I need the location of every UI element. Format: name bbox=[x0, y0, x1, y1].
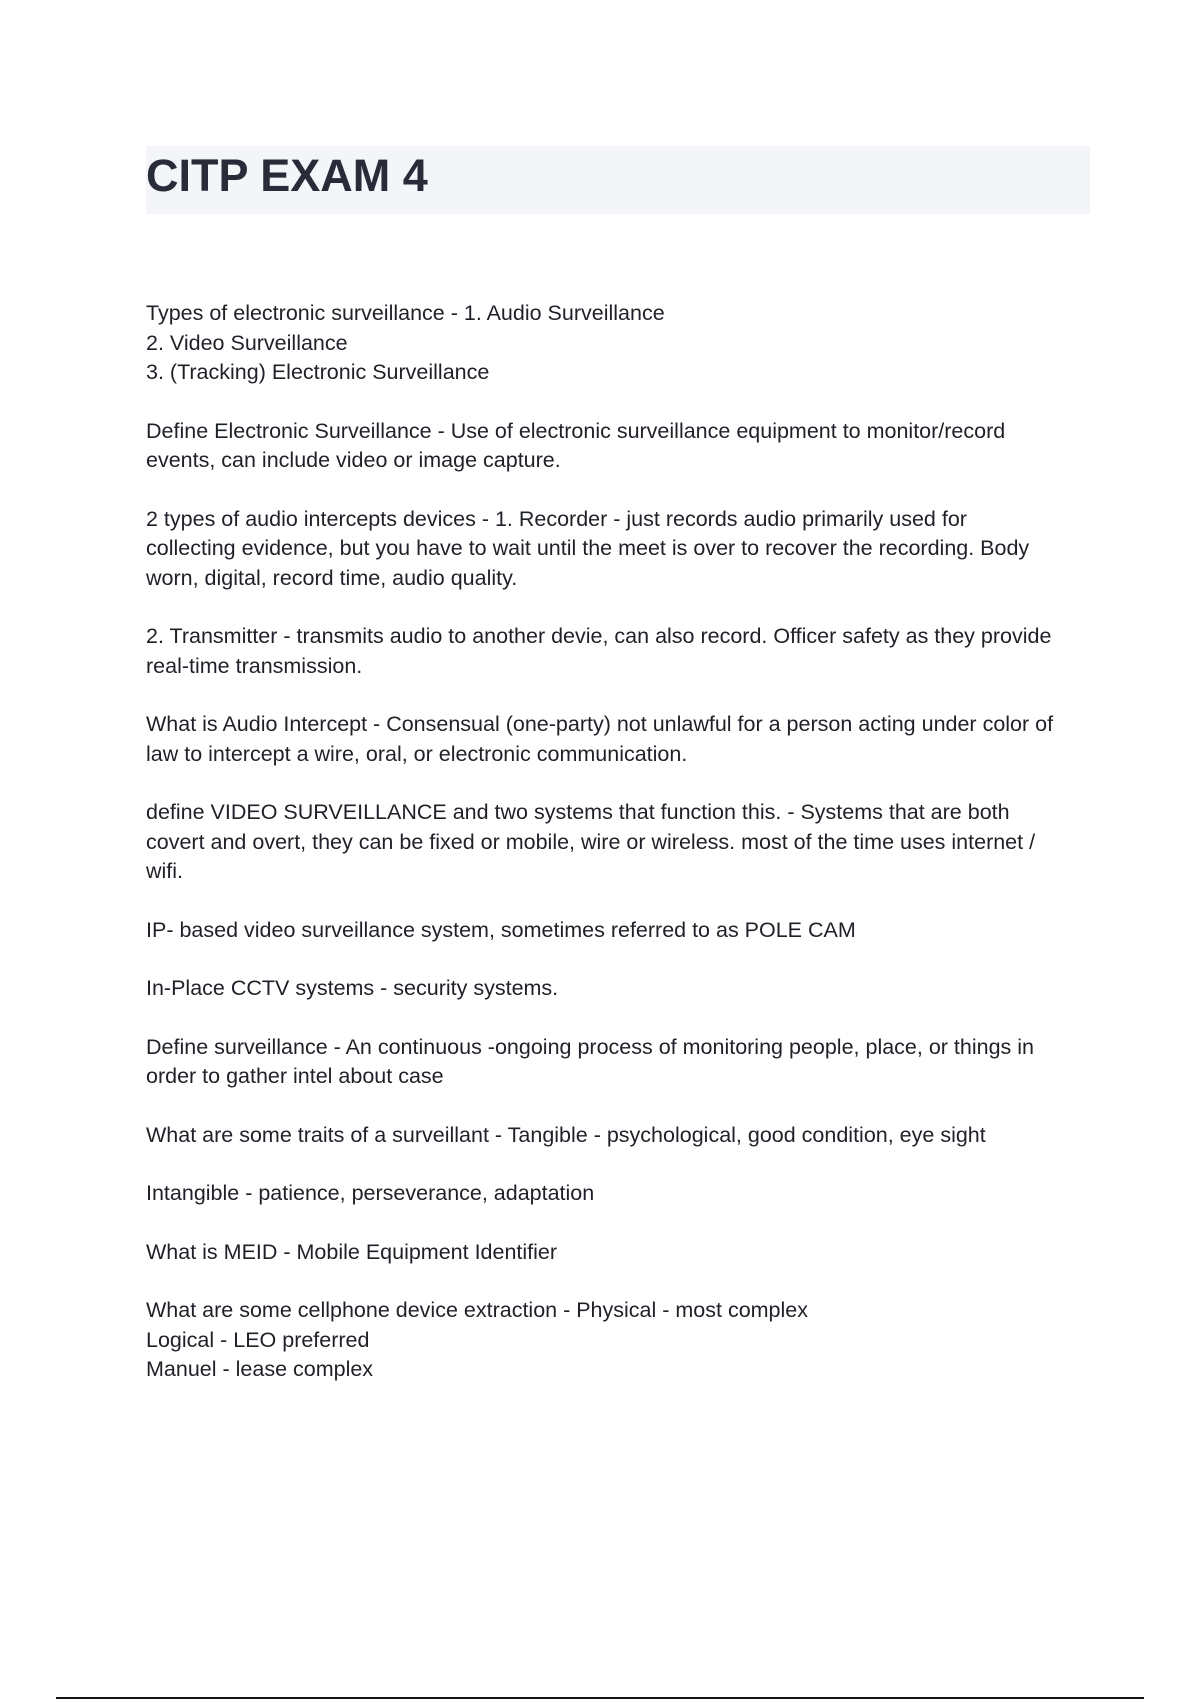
text-line: Define surveillance - An continuous -ongoing process of monitoring people, place, or things in bbox=[146, 1034, 1034, 1059]
text-line: Manuel - lease complex bbox=[146, 1357, 374, 1381]
qa-paragraph bbox=[146, 798, 1090, 887]
text-line: collecting evidence, but you have to wait until the meet is over to recover the recording. Body bbox=[146, 536, 1030, 560]
qa-paragraph bbox=[146, 505, 1090, 594]
text-line: What is MEID - Mobile Equipment Identifier bbox=[146, 1239, 558, 1264]
qa-paragraph bbox=[146, 1296, 1090, 1385]
qa-paragraph bbox=[146, 916, 1090, 946]
page-title: CITP EXAM 4 bbox=[146, 150, 428, 201]
qa-paragraph bbox=[146, 417, 1090, 476]
qa-paragraph bbox=[146, 1238, 1090, 1268]
text-line: wifi. bbox=[146, 859, 184, 883]
qa-paragraph bbox=[146, 974, 1090, 1004]
text-line: real-time transmission. bbox=[146, 653, 363, 678]
text-line: What are some traits of a surveillant - Tangible - psychological, good condition, eye sight bbox=[146, 1122, 986, 1147]
text-line: Types of electronic surveillance - 1. Audio Surveillance bbox=[146, 301, 665, 325]
text-line: 2. Video Surveillance bbox=[146, 330, 348, 355]
text-line: In-Place CCTV systems - security systems. bbox=[146, 976, 559, 1000]
text-line: Intangible - patience, perseverance, adaptation bbox=[146, 1181, 595, 1205]
text-line: Logical - LEO preferred bbox=[146, 1327, 370, 1352]
text-line: IP- based video surveillance system, sometimes referred to as POLE CAM bbox=[146, 917, 856, 942]
footer-divider bbox=[56, 1697, 1144, 1699]
qa-paragraph bbox=[146, 1179, 1090, 1209]
text-line: covert and overt, they can be fixed or mobile, wire or wireless. most of the time uses internet / bbox=[146, 829, 1036, 854]
title-banner bbox=[146, 146, 1090, 214]
text-line: events, can include video or image capture. bbox=[146, 448, 561, 472]
qa-paragraph bbox=[146, 1121, 1090, 1151]
text-line: What are some cellphone device extraction - Physical - most complex bbox=[146, 1298, 808, 1322]
qa-paragraph bbox=[146, 710, 1090, 769]
text-line: define VIDEO SURVEILLANCE and two systems that function this. - Systems that are both bbox=[146, 800, 1010, 824]
document-body bbox=[146, 299, 1090, 1414]
text-line: What is Audio Intercept - Consensual (one-party) not unlawful for a person acting under color of bbox=[146, 712, 1054, 736]
text-line: 3. (Tracking) Electronic Surveillance bbox=[146, 360, 490, 384]
qa-paragraph bbox=[146, 1033, 1090, 1092]
text-line: law to intercept a wire, oral, or electronic communication. bbox=[146, 741, 688, 766]
text-line: order to gather intel about case bbox=[146, 1064, 444, 1088]
text-line: 2 types of audio intercepts devices - 1. Recorder - just records audio primarily used for bbox=[146, 506, 967, 531]
qa-paragraph bbox=[146, 299, 1090, 388]
text-line: Define Electronic Surveillance - Use of electronic surveillance equipment to monitor/record bbox=[146, 418, 1006, 443]
text-line: 2. Transmitter - transmits audio to another devie, can also record. Officer safety as they provide bbox=[146, 624, 1052, 648]
qa-paragraph bbox=[146, 622, 1090, 681]
text-line: worn, digital, record time, audio quality. bbox=[146, 565, 518, 590]
